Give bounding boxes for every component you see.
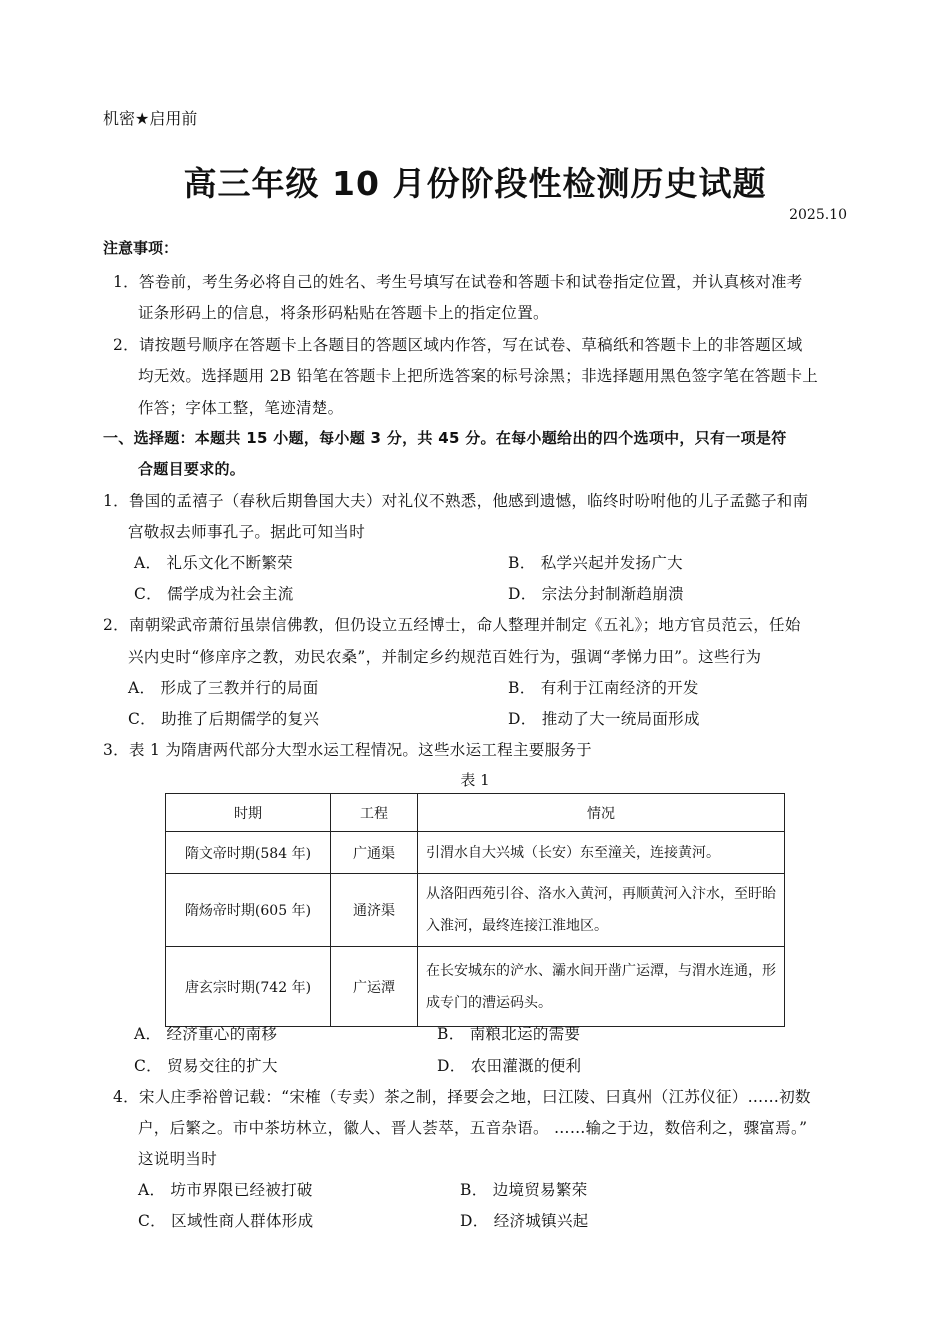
notice-line: 作答；字体工整，笔迹清楚。 [138,399,344,417]
table-cell: 在长安城东的浐水、灞水间开凿广运潭，与渭水连通，形成专门的漕运码头。 [418,947,785,1027]
notice-heading: 注意事项： [103,239,179,257]
question-4-option-d: D． 经济城镇兴起 [460,1212,589,1230]
section-heading-cont: 合题目要求的。 [138,460,246,478]
table-cell: 通济渠 [331,874,418,947]
table-row [166,874,785,947]
question-2-option-a: A． 形成了三教并行的局面 [128,679,319,697]
question-1-option-d: D． 宗法分封制渐趋崩溃 [508,585,684,603]
question-4-option-a: A． 坊市界限已经被打破 [138,1181,313,1199]
question-4-stem: 4．宋人庄季裕曾记载：“宋榷（专卖）茶之制，择要会之地，曰江陵、曰真州（江苏仪征）……初数 [113,1088,811,1106]
table-header-cell: 情况 [418,794,785,832]
table-row [166,832,785,874]
question-4-stem: 户，后繁之。市中茶坊林立，徽人、晋人荟萃，五音杂语。 ……输之于边，数倍利之，骤富焉。” [138,1119,808,1137]
question-1-option-a: A． 礼乐文化不断繁荣 [134,554,293,572]
question-2-option-d: D． 推动了大一统局面形成 [508,710,700,728]
question-4-option-b: B． 边境贸易繁荣 [460,1181,588,1199]
question-2-option-c: C． 助推了后期儒学的复兴 [128,710,320,728]
table-header-row [166,794,785,832]
question-3-option-a: A． 经济重心的南移 [134,1025,278,1043]
question-1-stem: 1．鲁国的孟禧子（春秋后期鲁国大夫）对礼仪不熟悉，他感到遗憾，临终时吩咐他的儿子孟懿子和南 [103,492,809,510]
question-1-stem: 宫敬叔去师事孔子。据此可知当时 [128,523,366,541]
notice-line: 1．答卷前，考生务必将自己的姓名、考生号填写在试卷和答题卡和试卷指定位置，并认真核对准考 [113,273,803,291]
question-1-option-c: C． 儒学成为社会主流 [134,585,294,603]
section-heading: 一、选择题：本题共 15 小题，每小题 3 分，共 45 分。在每小题给出的四个选项中，只有一项是符 [103,429,787,447]
page-title: 高三年级 10 月份阶段性检测历史试题 [183,164,767,203]
question-4-option-c: C． 区域性商人群体形成 [138,1212,314,1230]
table-cell: 隋炀帝时期(605 年) [166,874,331,947]
table-row [166,947,785,1027]
table-cell: 广通渠 [331,832,418,874]
table-cell: 广运潭 [331,947,418,1027]
table-header-cell: 工程 [331,794,418,832]
water-works-table [165,793,785,1027]
table-caption: 表 1 [460,771,490,789]
question-3-option-c: C． 贸易交往的扩大 [134,1057,278,1075]
table-cell: 从洛阳西苑引谷、洛水入黄河，再顺黄河入汴水，至盱眙入淮河，最终连接江淮地区。 [418,874,785,947]
exam-date: 2025.10 [789,207,847,223]
table-cell: 唐玄宗时期(742 年) [166,947,331,1027]
question-4-stem: 这说明当时 [138,1150,218,1168]
question-1-option-b: B． 私学兴起并发扬广大 [508,554,683,572]
question-3-option-b: B． 南粮北运的需要 [437,1025,581,1043]
table-header-cell: 时期 [166,794,331,832]
question-2-stem: 2．南朝梁武帝萧衍虽崇信佛教，但仍设立五经博士，命人整理并制定《五礼》；地方官员范云，任始 [103,616,801,634]
table-cell: 引渭水自大兴城（长安）东至潼关，连接黄河。 [418,832,785,874]
table-cell: 隋文帝时期(584 年) [166,832,331,874]
question-3-stem: 3．表 1 为隋唐两代部分大型水运工程情况。这些水运工程主要服务于 [103,741,592,759]
question-3-option-d: D． 农田灌溉的便利 [437,1057,582,1075]
notice-line: 均无效。选择题用 2B 铅笔在答题卡上把所选答案的标号涂黑；非选择题用黑色签字笔在答题卡上 [138,367,819,385]
confidential-mark: 机密★启用前 [103,109,198,128]
question-2-option-b: B． 有利于江南经济的开发 [508,679,699,697]
notice-line: 2．请按题号顺序在答题卡上各题目的答题区域内作答，写在试卷、草稿纸和答题卡上的非答题区域 [113,336,803,354]
notice-line: 证条形码上的信息，将条形码粘贴在答题卡上的指定位置。 [138,304,549,322]
question-2-stem: 兴内史时“修庠序之教，劝民农桑”，并制定乡约规范百姓行为，强调“孝悌力田”。这些行为 [128,648,762,666]
